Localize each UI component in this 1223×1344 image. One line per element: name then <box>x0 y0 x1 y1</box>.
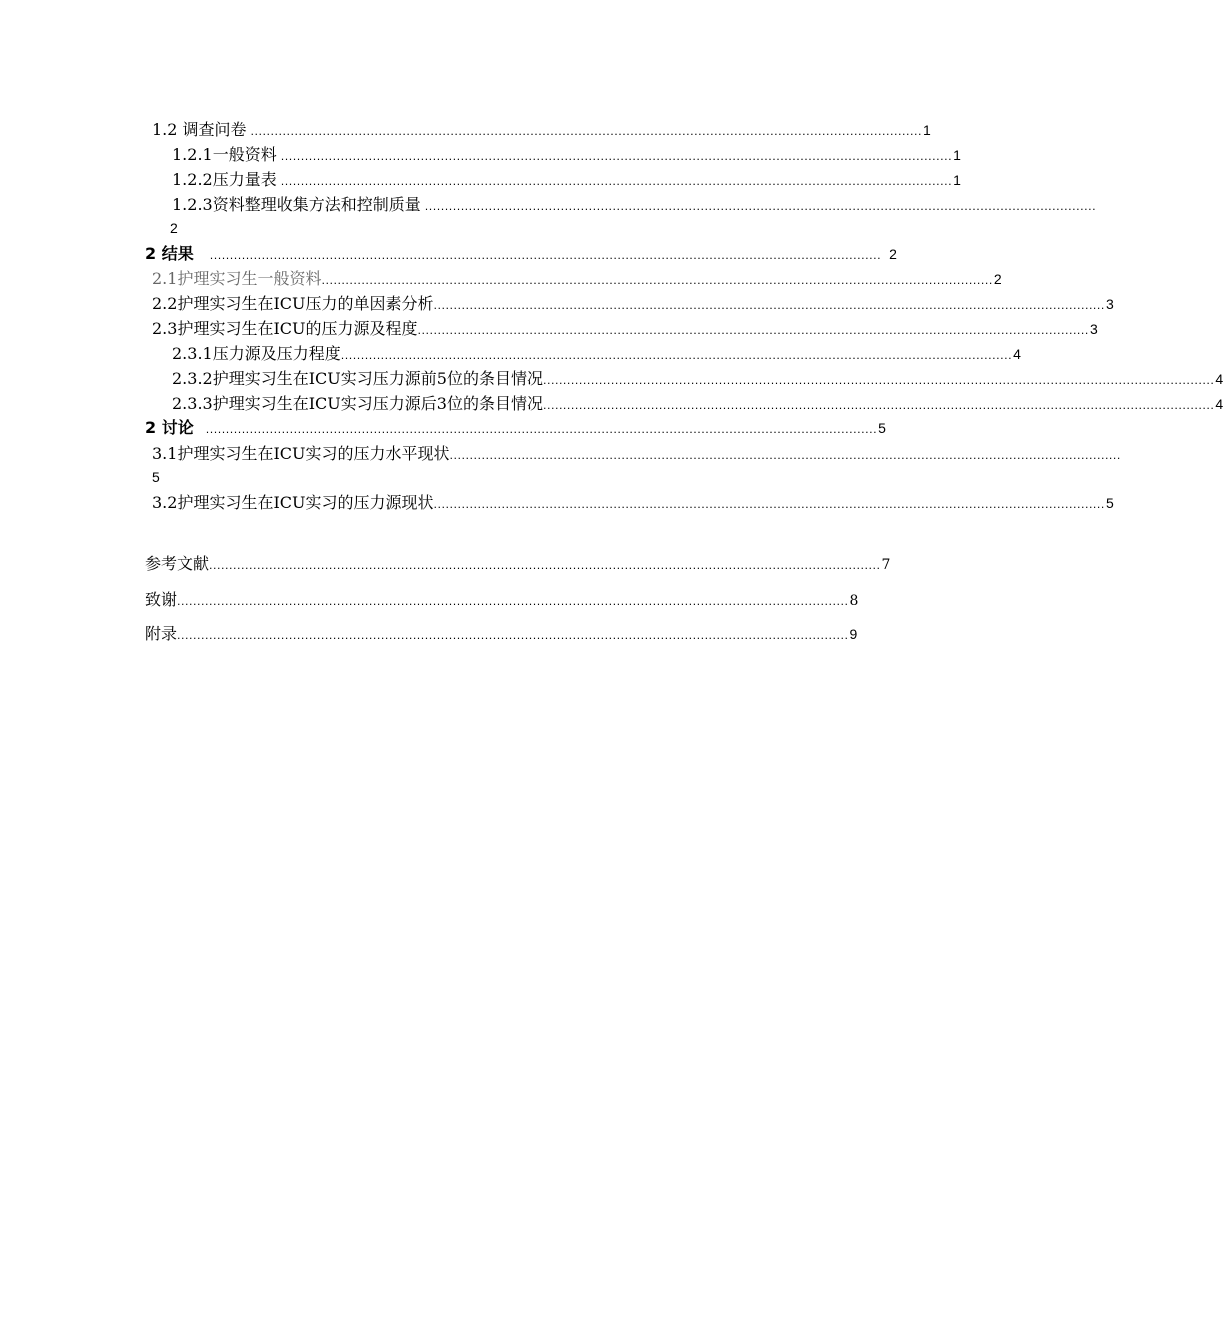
toc-entry-2-3-1[interactable] <box>172 344 1021 366</box>
toc-entry-1-2[interactable] <box>152 120 931 142</box>
toc-entry-label: 2.3.2护理实习生在ICU实习压力源前5位的条目情况 <box>172 369 543 388</box>
toc-entry-label: 致谢 <box>145 590 178 609</box>
toc-entry-references[interactable] <box>145 554 891 576</box>
toc-entry-1-2-1[interactable] <box>172 145 961 167</box>
dot-leader: ........................................................................................................................................................................ <box>321 274 993 287</box>
toc-page-number: 1 <box>953 172 961 188</box>
toc-entry-label: 1.2 调查问卷 <box>152 120 247 139</box>
toc-entry-label: 1.2.1一般资料 <box>172 145 277 164</box>
toc-page-number: 3 <box>1105 296 1114 312</box>
toc-entry-acknowledgements[interactable] <box>145 590 859 612</box>
dot-leader: ........................................................................................................................................................................ <box>449 449 1121 462</box>
toc-entry-label: 2 讨论 <box>145 418 194 437</box>
toc-page-number: 5 <box>1105 495 1114 511</box>
dot-leader: ........................................................................................................................................................................ <box>542 399 1215 412</box>
toc-entry-3-1[interactable] <box>152 444 1121 466</box>
dot-leader: ........................................................................................................................................................................ <box>209 249 882 262</box>
dot-leader: ........................................................................................................................................................................ <box>542 374 1215 387</box>
toc-entry-label: 3.1护理实习生在ICU实习的压力水平现状 <box>152 444 450 463</box>
dot-leader: ........................................................................................................................................................................ <box>417 324 1089 337</box>
toc-entry-label: 1.2.2压力量表 <box>172 170 277 189</box>
toc-page-number: 5 <box>152 469 160 485</box>
toc-page-number: 2 <box>993 271 1002 287</box>
dot-leader: ........................................................................................................................................................................ <box>280 175 953 188</box>
toc-entry-1-2-2[interactable] <box>172 170 961 192</box>
toc-page-number: 9 <box>849 626 858 642</box>
dot-leader: ........................................................................................................................................................................ <box>424 200 1097 213</box>
toc-entry-2-results[interactable] <box>145 244 897 266</box>
toc-page-number: 4 <box>1013 346 1021 362</box>
toc-entry-1-2-3[interactable] <box>172 195 1097 217</box>
dot-leader: ........................................................................................................................................................................ <box>433 299 1105 312</box>
toc-entry-2-2[interactable] <box>152 294 1114 316</box>
toc-entry-label: 附录 <box>145 624 178 643</box>
toc-page-number: 2 <box>889 246 897 262</box>
toc-entry-2-3[interactable] <box>152 319 1098 341</box>
toc-entry-label: 2.3.3护理实习生在ICU实习压力源后3位的条目情况 <box>172 394 543 413</box>
toc-entry-label: 1.2.3资料整理收集方法和控制质量 <box>172 195 421 214</box>
toc-entry-label: 2.1护理实习生一般资料 <box>152 269 322 288</box>
toc-page-number: 8 <box>849 593 859 609</box>
dot-leader: ........................................................................................................................................................................ <box>205 423 878 436</box>
toc-entry-2-1[interactable] <box>152 269 1002 291</box>
toc-page-number: 1 <box>922 122 931 138</box>
toc-page-number: 4 <box>1215 371 1223 387</box>
toc-entry-2-3-3[interactable] <box>172 394 1223 416</box>
toc-page-number: 3 <box>1089 321 1098 337</box>
toc-entry-label: 参考文献 <box>145 554 210 573</box>
toc-entry-3-2[interactable] <box>152 493 1114 515</box>
toc-page-number: 7 <box>881 557 891 573</box>
toc-entry-appendix[interactable] <box>145 624 858 646</box>
toc-entry-label: 2.2护理实习生在ICU压力的单因素分析 <box>152 294 434 313</box>
toc-entry-label: 3.2护理实习生在ICU实习的压力源现状 <box>152 493 434 512</box>
dot-leader: ........................................................................................................................................................................ <box>340 349 1013 362</box>
dot-leader: ........................................................................................................................................................................ <box>280 150 953 163</box>
dot-leader: ........................................................................................................................................................................ <box>433 498 1105 511</box>
toc-entry-label: 2.3护理实习生在ICU的压力源及程度 <box>152 319 418 338</box>
dot-leader: ........................................................................................................................................................................ <box>209 559 881 572</box>
toc-entry-3-discussion[interactable] <box>145 418 886 440</box>
toc-entry-label: 2.3.1压力源及压力程度 <box>172 344 341 363</box>
toc-page-number: 5 <box>878 420 886 436</box>
toc-page-number: 2 <box>170 220 178 236</box>
toc-page-number: 4 <box>1215 396 1223 412</box>
dot-leader: ........................................................................................................................................................................ <box>250 125 922 138</box>
toc-entry-label: 2 结果 <box>145 244 194 263</box>
toc-page-number: 1 <box>953 147 961 163</box>
dot-leader: ........................................................................................................................................................................ <box>177 629 849 642</box>
dot-leader: ........................................................................................................................................................................ <box>177 595 849 608</box>
toc-entry-2-3-2[interactable] <box>172 369 1223 391</box>
